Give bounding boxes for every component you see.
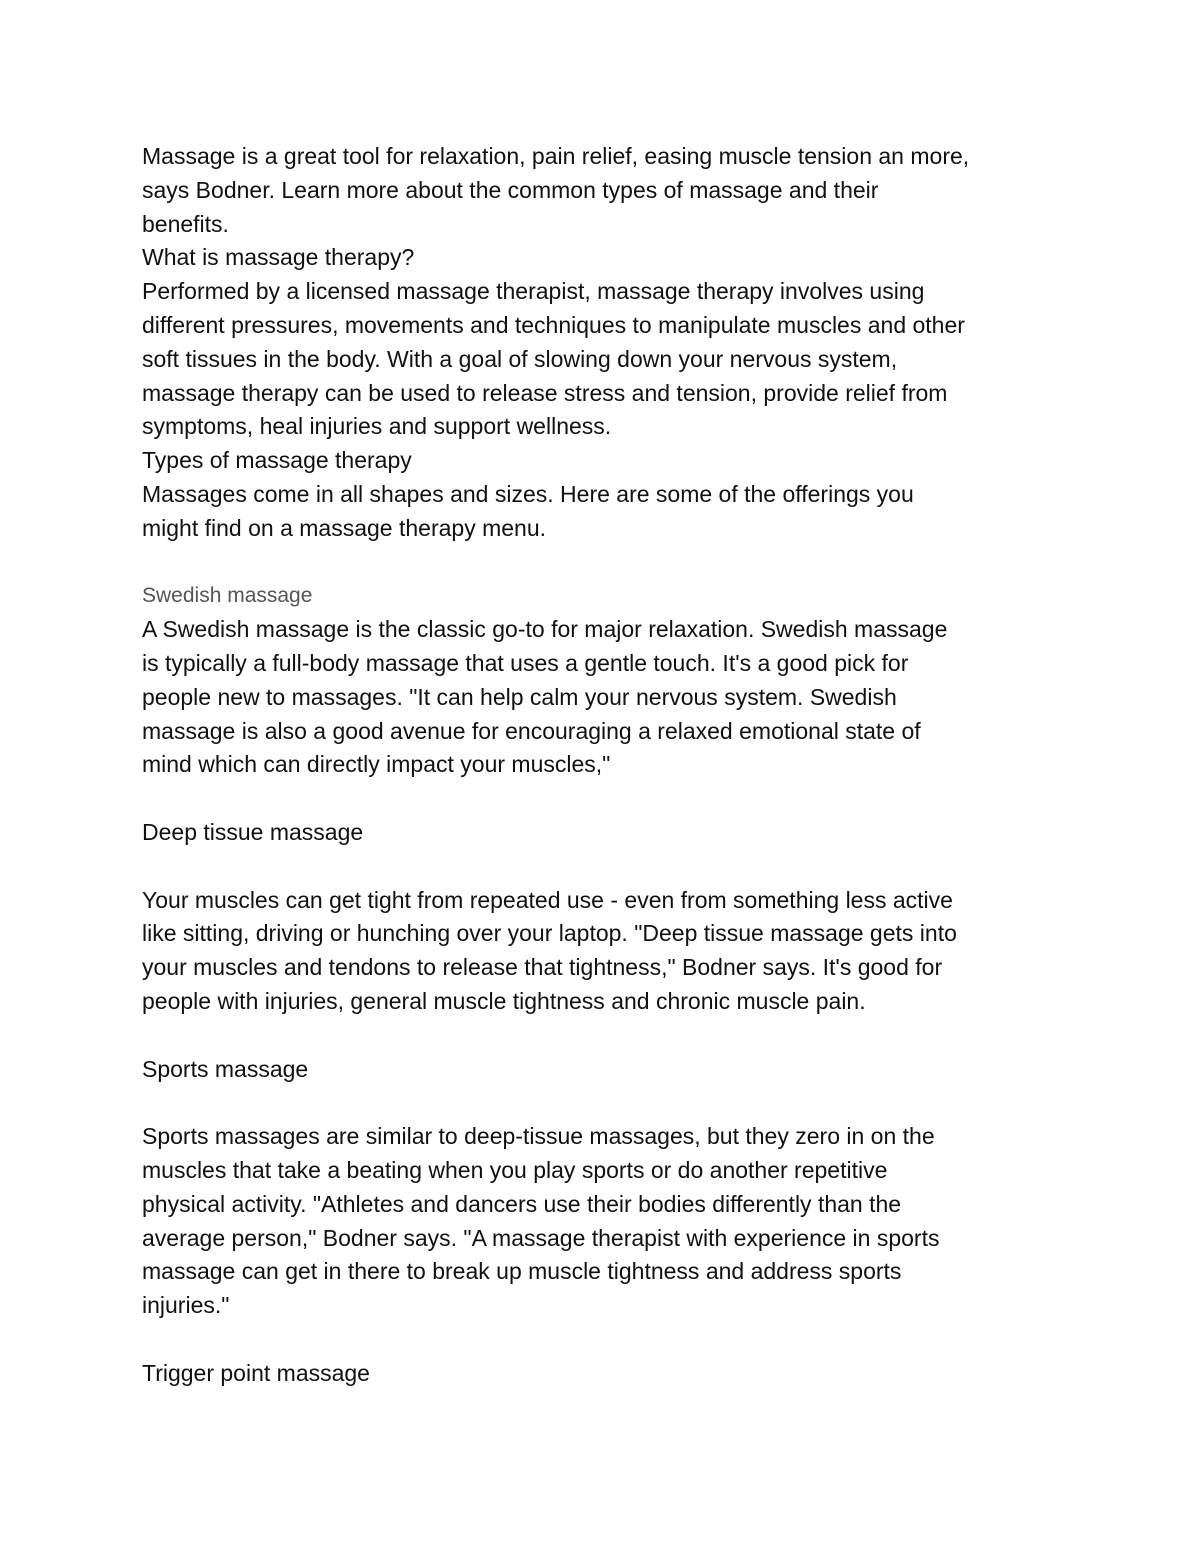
intro-paragraph: Massage is a great tool for relaxation, pain relief, easing muscle tension an more, says Bodner. Learn more about the common types of massage and their benefits. bbox=[142, 143, 970, 237]
spacer bbox=[142, 1323, 1072, 1357]
types-heading: Types of massage therapy bbox=[142, 447, 412, 474]
spacer bbox=[142, 1019, 1072, 1053]
spacer bbox=[142, 850, 1072, 884]
spacer bbox=[142, 782, 1072, 816]
what-is-massage-heading: What is massage therapy? bbox=[142, 244, 415, 271]
deep-tissue-paragraph: Your muscles can get tight from repeated use - even from something less active like sitting, driving or hunching over your laptop. "Deep tissue massage gets into your muscles and tendons to release that tightness," Bodner says. It's good for people with injuries, general muscle tightness and chronic muscle pain. bbox=[142, 886, 957, 1014]
sports-paragraph: Sports massages are similar to deep-tissue massages, but they zero in on the muscles that take a beating when you play sports or do another repetitive physical activity. "Athletes and dancers use their bodies differently than the average person," Bodner says. "A massage therapist with experience in sports massage can get in there to break up muscle tightness and address sports injuries." bbox=[142, 1123, 940, 1319]
swedish-heading: Swedish massage bbox=[142, 584, 313, 608]
document-body bbox=[142, 140, 1072, 1390]
trigger-point-heading: Trigger point massage bbox=[142, 1359, 370, 1386]
deep-tissue-heading: Deep tissue massage bbox=[142, 818, 364, 845]
spacer bbox=[142, 546, 1072, 580]
sports-heading: Sports massage bbox=[142, 1055, 309, 1082]
types-paragraph: Massages come in all shapes and sizes. Here are some of the offerings you might find on a massage therapy menu. bbox=[142, 480, 914, 541]
spacer bbox=[142, 1086, 1072, 1120]
swedish-paragraph: A Swedish massage is the classic go-to for major relaxation. Swedish massage is typically a full-body massage that uses a gentle touch. It's a good pick for people new to massages. "It can help calm your nervous system. Swedish massage is also a good avenue for encouraging a relaxed emotional state of mind which can directly impact your muscles," bbox=[142, 616, 948, 778]
what-is-massage-paragraph: Performed by a licensed massage therapist, massage therapy involves using different pressures, movements and techniques to manipulate muscles and other soft tissues in the body. With a goal of slowing down your nervous system, massage therapy can be used to release stress and tension, provide relief from symptoms, heal injuries and support wellness. bbox=[142, 278, 965, 440]
